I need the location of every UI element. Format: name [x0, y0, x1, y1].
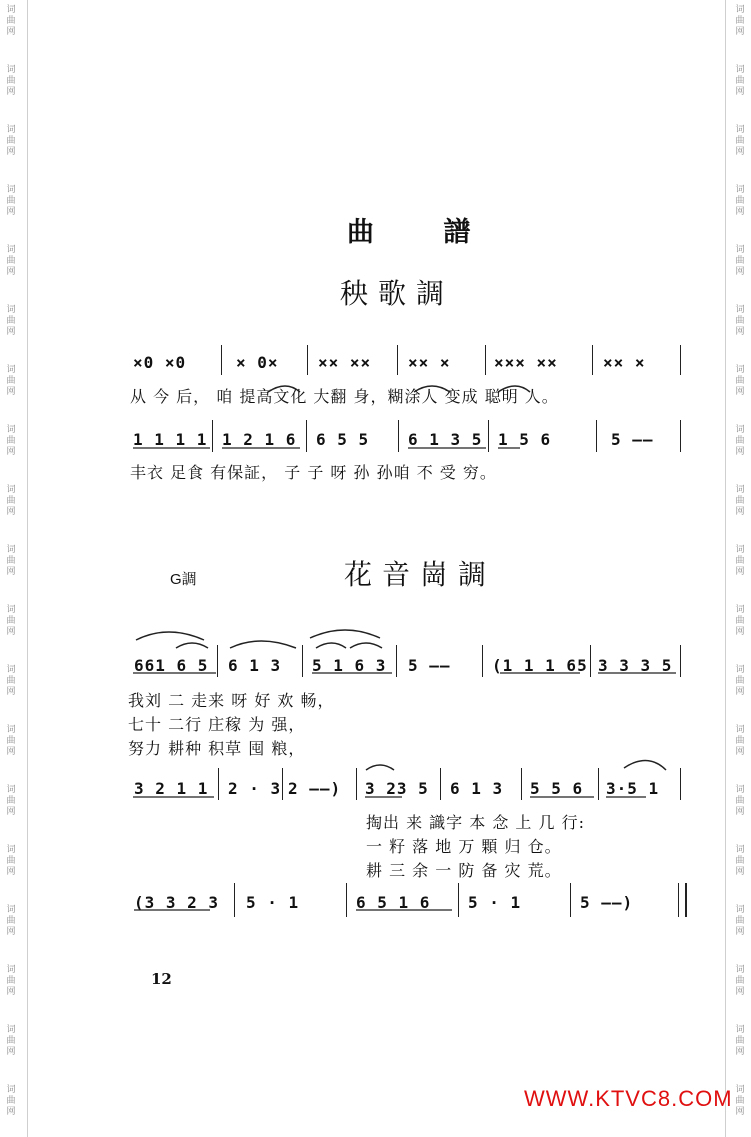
watermark-mark: 词曲网 [6, 185, 16, 217]
song2-lyrics-verse3b: 耕 三 余 一 防 备 灾 荒。 [366, 861, 562, 880]
song2-notes-m17: 5 · 1 [468, 893, 522, 912]
watermark-mark: 词曲网 [6, 785, 16, 817]
watermark-mark: 词曲网 [735, 965, 745, 997]
watermark-mark: 词曲网 [6, 605, 16, 637]
watermark-mark: 词曲网 [6, 125, 16, 157]
watermark-mark: 词曲网 [735, 665, 745, 697]
watermark-mark: 词曲网 [735, 605, 745, 637]
song1-notes-m1: 1 1 1 1 [133, 430, 208, 449]
song2-lyrics-verse1b: 掏出 来 識字 本 念 上 几 行: [366, 813, 585, 832]
watermark-mark: 词曲网 [6, 245, 16, 277]
watermark-mark: 词曲网 [735, 5, 745, 37]
song2-notes-m1: 661 6 5 [134, 656, 209, 675]
watermark-mark: 词曲网 [735, 245, 745, 277]
watermark-mark: 词曲网 [735, 305, 745, 337]
watermark-mark: 词曲网 [735, 485, 745, 517]
song2-notes-m6: 3 3 3 5 [598, 656, 673, 675]
site-url: WWW.KTVC8.COM [524, 1086, 733, 1111]
watermark-mark: 词曲网 [735, 365, 745, 397]
song1-rhythm-m3: ×× ×× [318, 353, 372, 372]
song2-notes-m15: 5 · 1 [246, 893, 300, 912]
song1-rhythm-m1: ×0 ×0 [133, 353, 187, 372]
song2-notes-m14: (3 3 2 3 [134, 893, 220, 912]
song2-notes-m9: 2 ——) [288, 779, 342, 798]
song2-notes-m4: 5 —— [408, 656, 451, 675]
watermark-mark: 词曲网 [6, 485, 16, 517]
song2-notes-m7: 3 2 1 1 [134, 779, 209, 798]
watermark-mark: 词曲网 [735, 845, 745, 877]
song2-notes-m11: 6 1 3 [450, 779, 504, 798]
watermark-mark: 词曲网 [6, 5, 16, 37]
song2-title: 花音崗調 [344, 558, 497, 591]
song2-notes-m13: 3·5 1 [606, 779, 660, 798]
song1-rhythm-m4: ×× × [408, 353, 451, 372]
song2-notes-m2: 6 1 3 [228, 656, 282, 675]
watermark-mark: 词曲网 [6, 905, 16, 937]
song2-notes-m12: 5 5 6 [530, 779, 584, 798]
song1-notes-m6: 5 —— [611, 430, 654, 449]
watermark-mark: 词曲网 [6, 845, 16, 877]
song2-notes-m5: (1 1 1 65 [492, 656, 588, 675]
watermark-mark: 词曲网 [735, 125, 745, 157]
song1-notes-m2: 1 2 1 6 [222, 430, 297, 449]
song1-rhythm-m2: × 0× [236, 353, 279, 372]
watermark-mark: 词曲网 [6, 425, 16, 457]
watermark-mark: 词曲网 [735, 185, 745, 217]
watermark-mark: 词曲网 [6, 965, 16, 997]
song1-title: 秧歌調 [340, 277, 455, 310]
song1-lyrics-line1: 从 今 后， 咱 提高文化 大翻 身，糊涂人 变成 聪明 人。 [130, 387, 559, 406]
watermark-mark: 词曲网 [735, 1085, 745, 1117]
song1-notes-m5: 1 5 6 [498, 430, 552, 449]
song1-notes-m3: 6 5 5 [316, 430, 370, 449]
watermark-mark: 词曲网 [735, 545, 745, 577]
song1-notes-m4: 6 1 3 5 [408, 430, 483, 449]
watermark-mark: 词曲网 [735, 785, 745, 817]
watermark-mark: 词曲网 [6, 305, 16, 337]
song2-lyrics-verse1: 我刘 二 走来 呀 好 欢 畅， [128, 691, 335, 710]
watermark-mark: 词曲网 [6, 1085, 16, 1117]
watermark-mark: 词曲网 [6, 65, 16, 97]
watermark-mark: 词曲网 [735, 725, 745, 757]
watermark-mark: 词曲网 [6, 725, 16, 757]
watermark-mark: 词曲网 [6, 545, 16, 577]
page-number: 12 [151, 970, 172, 988]
watermark-mark: 词曲网 [735, 65, 745, 97]
song2-notes-m8: 2 · 3 [228, 779, 282, 798]
song2-key: G調 [170, 571, 197, 588]
song2-lyrics-verse3: 努力 耕种 积草 囤 粮， [128, 739, 306, 758]
watermark-mark: 词曲网 [6, 665, 16, 697]
song2-notes-m3: 5 1 6 3 [312, 656, 387, 675]
watermark-mark: 词曲网 [6, 1025, 16, 1057]
song2-notes-m18: 5 ——) [580, 893, 634, 912]
watermark-mark: 词曲网 [735, 425, 745, 457]
song1-lyrics-line2: 丰衣 足食 有保証， 子 子 呀 孙 孙咱 不 受 穷。 [130, 463, 497, 482]
song1-rhythm-m5: ××× ×× [494, 353, 558, 372]
song2-lyrics-verse2b: 一 籽 落 地 万 顆 归 仓。 [366, 837, 562, 856]
song2-lyrics-verse2: 七十 二行 庄稼 为 强， [128, 715, 306, 734]
watermark-mark: 词曲网 [735, 905, 745, 937]
song2-notes-m16: 6 5 1 6 [356, 893, 431, 912]
song2-notes-m10: 3 23 5 [365, 779, 429, 798]
watermark-mark: 词曲网 [735, 1025, 745, 1057]
song1-rhythm-m6: ×× × [603, 353, 646, 372]
watermark-mark: 词曲网 [6, 365, 16, 397]
page-heading: 曲 譜 [347, 217, 501, 248]
